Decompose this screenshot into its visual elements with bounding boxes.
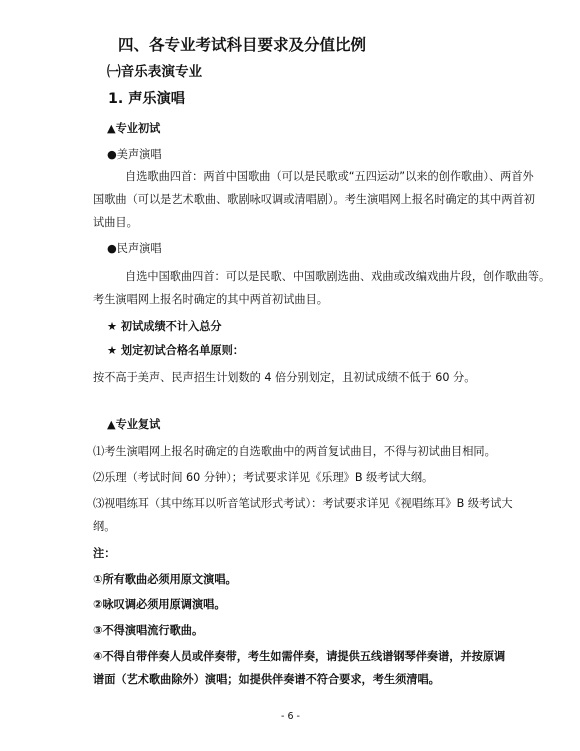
folk-label: ●民声演唱 [107,242,162,255]
note-4-line-2: 谱面（艺术歌曲除外）演唱；如提供伴奏谱不符合要求，考生须清唱。 [93,673,440,686]
initial-note-2-text: 按不高于美声、民声招生计划数的 4 倍分别划定，且初试成绩不低于 60 分。 [93,371,476,384]
note-4-line-1: ④不得自带伴奏人员或伴奏带，考生如需伴奏，请提供五线谱钢琴伴奏谱，并按原调 [93,650,506,663]
section-title: 四、各专业考试科目要求及分值比例 [118,36,367,54]
folk-text-1: 自选中国歌曲四首：可以是民歌、中国歌剧选曲、戏曲或改编戏曲片段，创作歌曲等。 [125,270,551,283]
bel-canto-text-2: 国歌曲（可以是艺术歌曲、歌剧咏叹调或清唱剧）。考生演唱网上报名时确定的其中两首初 [93,193,535,206]
initial-note-1: ★ 初试成绩不计入总分 [107,320,222,333]
page-number: - 6 - [281,711,300,722]
bel-canto-text-3: 试曲目。 [93,216,138,229]
retest-item-3-line-1: ⑶视唱练耳（其中练耳以听音笔试形式考试）：考试要求详见《视唱练耳》B 级考试大 [93,497,513,510]
notes-heading: 注： [93,547,116,560]
note-2: ②咏叹调必须用原调演唱。 [93,598,226,611]
bel-canto-label: ●美声演唱 [107,148,162,161]
note-3: ③不得演唱流行歌曲。 [93,624,204,637]
initial-exam-heading: ▲专业初试 [107,122,161,135]
sub-title: 1. 声乐演唱 [108,91,185,107]
retest-item-1: ⑴考生演唱网上报名时确定的自选歌曲中的两首复试曲目，不得与初试曲目相同。 [93,445,496,458]
folk-text-2: 考生演唱网上报名时确定的其中两首初试曲目。 [93,293,328,306]
initial-note-2: ★ 划定初试合格名单原则： [107,344,244,357]
retest-heading: ▲专业复试 [107,418,161,431]
retest-item-3-line-2: 纲。 [93,520,116,533]
bel-canto-text-1: 自选歌曲四首：两首中国歌曲（可以是民歌或“五四运动”以来的创作歌曲）、两首外 [125,170,534,183]
note-1: ①所有歌曲必须用原文演唱。 [93,573,237,586]
major-title: ㈠音乐表演专业 [107,64,203,80]
retest-item-2: ⑵乐理（考试时间 60 分钟）；考试要求详见《乐理》B 级考试大纲。 [93,471,434,484]
